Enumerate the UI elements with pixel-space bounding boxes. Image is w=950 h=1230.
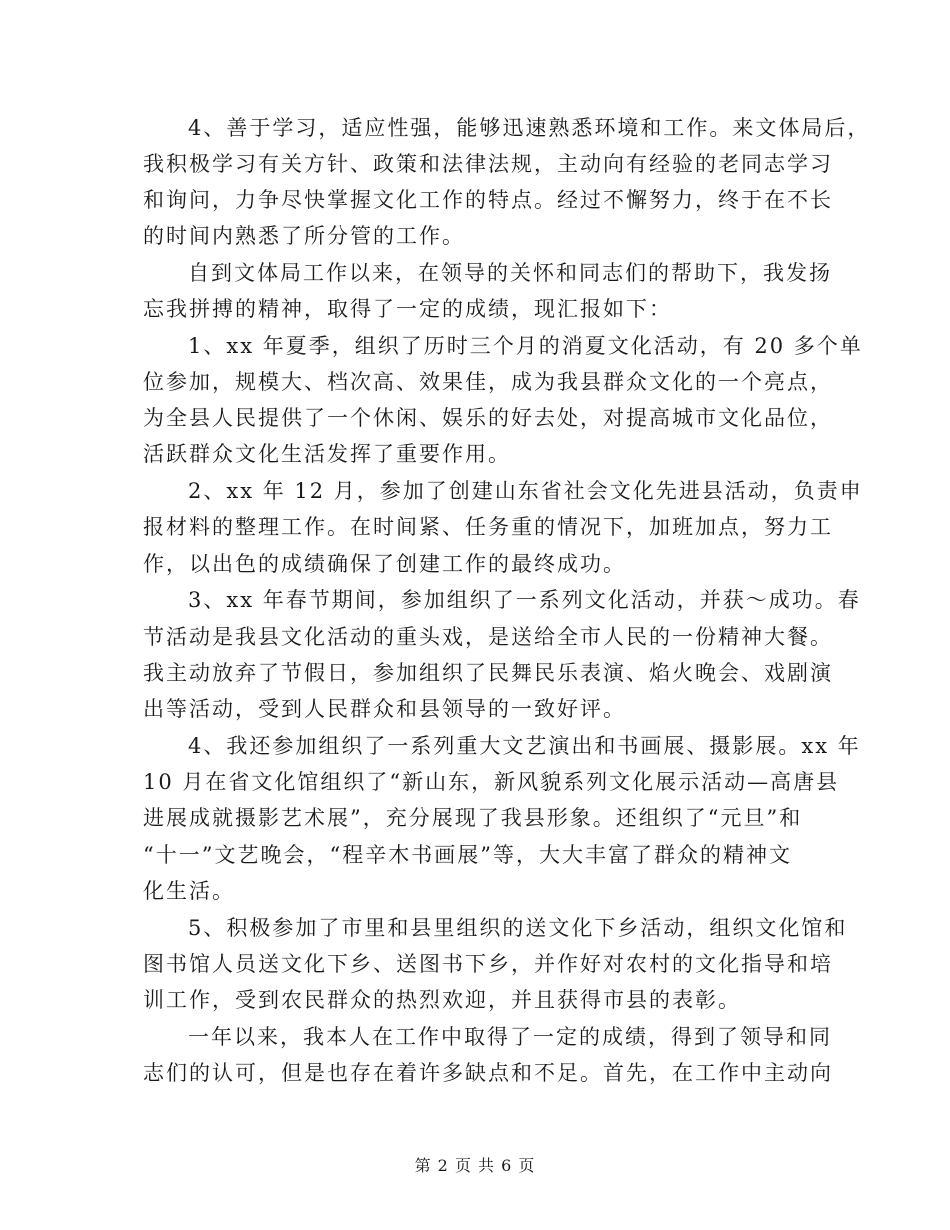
text-line: 志们的认可，但是也存在着许多缺点和不足。首先，在工作中主动向 — [143, 1061, 833, 1085]
text-line: 训工作，受到农民群众的热烈欢迎，并且获得市县的表彰。 — [143, 988, 741, 1012]
text-line: 我主动放弃了节假日，参加组织了民舞民乐表演、焰火晚会、戏剧演 — [143, 661, 833, 685]
text-line: 1、xx 年夏季，组织了历时三个月的消夏文化活动，有 20 多个单 — [188, 334, 863, 358]
text-line: 一年以来，我本人在工作中取得了一定的成绩，得到了领导和同 — [188, 1025, 832, 1049]
text-line: 报材料的整理工作。在时间紧、任务重的情况下，加班加点，努力工 — [143, 515, 833, 539]
text-line: 化生活。 — [143, 879, 235, 903]
text-line: 我积极学习有关方针、政策和法律法规，主动向有经验的老同志学习 — [143, 152, 833, 176]
text-line: 4、善于学习，适应性强，能够迅速熟悉环境和工作。来文体局后， — [188, 116, 871, 140]
text-line: 节活动是我县文化活动的重头戏，是送给全市人民的一份精神大餐。 — [143, 625, 833, 649]
text-line: 3、xx 年春节期间，参加组织了一系列文化活动，并获～成功。春 — [188, 588, 861, 612]
text-line: 出等活动，受到人民群众和县领导的一致好评。 — [143, 697, 626, 721]
text-line: 4、我还参加组织了一系列重大文艺演出和书画展、摄影展。xx 年 — [188, 734, 861, 758]
text-line: 忘我拼搏的精神，取得了一定的成绩，现汇报如下： — [143, 297, 672, 321]
text-line: 2、xx 年 12 月，参加了创建山东省社会文化先进县活动，负责申 — [188, 479, 863, 503]
text-line: 为全县人民提供了一个休闲、娱乐的好去处，对提高城市文化品位， — [143, 406, 833, 430]
text-line: 10 月在省文化馆组织了“新山东，新风貌系列文化展示活动—高唐县 — [143, 770, 840, 794]
page-number-footer: 第 2 页 共 6 页 — [414, 1156, 536, 1175]
text-line: 作，以出色的成绩确保了创建工作的最终成功。 — [143, 552, 626, 576]
text-line: 和询问，力争尽快掌握文化工作的特点。经过不懈努力，终于在不长 — [143, 188, 833, 212]
text-line: 自到文体局工作以来，在领导的关怀和同志们的帮助下，我发扬 — [188, 261, 832, 285]
text-line: 活跃群众文化生活发挥了重要作用。 — [143, 442, 511, 466]
text-line: 图书馆人员送文化下乡、送图书下乡，并作好对农村的文化指导和培 — [143, 952, 833, 976]
text-line: 进展成就摄影艺术展”，充分展现了我县形象。还组织了“元旦”和 — [143, 806, 803, 830]
text-line: 位参加，规模大、档次高、效果佳，成为我县群众文化的一个亮点， — [143, 370, 833, 394]
text-line: 5、积极参加了市里和县里组织的送文化下乡活动，组织文化馆和 — [188, 916, 848, 940]
text-line: 的时间内熟悉了所分管的工作。 — [143, 224, 465, 248]
text-line: “十一”文艺晚会，“程辛木书画展”等，大大丰富了群众的精神文 — [143, 843, 792, 867]
